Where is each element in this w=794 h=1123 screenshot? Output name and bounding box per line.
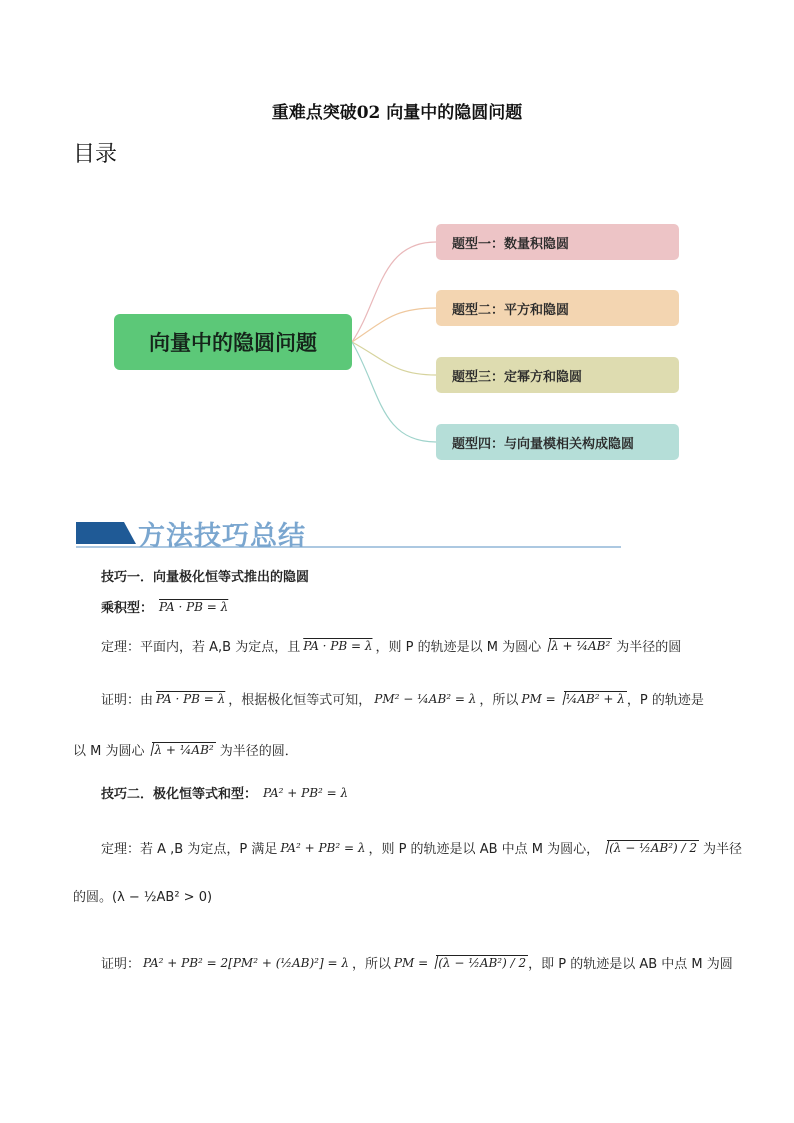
tip1-proof-line1 xyxy=(101,689,704,708)
tip1-proof-text-d: ，P 的轨迹是 xyxy=(626,693,704,708)
tip2-title: 技巧二．极化恒等式和型： xyxy=(101,787,258,802)
mindmap-branch-3: 题型三：定幂方和隐圆 xyxy=(436,357,679,393)
tip1-theorem-text-a: 定理：平面内，若 A,B 为定点，且 xyxy=(101,640,301,655)
tip2-proof xyxy=(101,953,733,972)
mindmap-branch-1: 题型一：数量积隐圆 xyxy=(436,224,679,260)
tip1-proof-text-a: 证明：由 xyxy=(101,693,154,708)
tip1-proof-text-b: ，根据极化恒等式可知， xyxy=(228,693,372,708)
tip1-proof-formula-1: PA · PB = λ xyxy=(156,691,226,706)
tip2-theorem-radius: (λ − ½AB²) / 2 xyxy=(609,841,698,855)
tip2-theorem xyxy=(101,838,742,857)
tip1-theorem-formula: PA · PB = λ xyxy=(303,638,373,653)
tip1-type xyxy=(101,597,228,616)
tip1-proof-text-e: 以 M 为圆心 xyxy=(73,744,145,759)
tip1-proof-radius: ¼AB² + λ xyxy=(565,692,625,706)
tip2-proof-formula-1: PA² + PB² = 2[PM² + (½AB)²] = λ xyxy=(143,955,349,970)
tip1-theorem-radius: λ + ¼AB² xyxy=(551,639,611,653)
mindmap-branch-4: 题型四：与向量模相关构成隐圆 xyxy=(436,424,679,460)
mindmap-branch-2: 题型二：平方和隐圆 xyxy=(436,290,679,326)
tip1-proof-formula-2: PM² − ¼AB² = λ xyxy=(374,691,477,706)
document-title: 重难点突破02 向量中的隐圆问题 xyxy=(271,103,523,123)
tip1-theorem xyxy=(101,636,681,655)
tip1-theorem-text-b: ，则 P 的轨迹是以 M 为圆心 xyxy=(375,640,542,655)
tip2-proof-text-b: ，所以 xyxy=(351,957,391,972)
tip2-proof-text-a: 证明： xyxy=(101,957,141,972)
tip1-proof-formula-3: PM = xyxy=(521,691,556,706)
tip1-proof-radius-2: λ + ¼AB² xyxy=(154,743,214,757)
tip2-title-line xyxy=(101,783,348,802)
tip2-theorem-text-b: ，则 P 的轨迹是以 AB 中点 M 为圆心， xyxy=(368,842,600,857)
tip2-theorem-text-c: 为半径 xyxy=(703,842,743,857)
tip1-proof-line2 xyxy=(73,740,298,759)
tip2-proof-text-c: ，即 P 的轨迹是以 AB 中点 M 为圆 xyxy=(528,957,733,972)
tip2-theorem-formula: PA² + PB² = λ xyxy=(280,840,366,855)
section-title: 方法技巧总结 xyxy=(138,521,306,552)
tip2-proof-formula-2: PM = xyxy=(393,955,429,970)
tip2-title-formula: PA² + PB² = λ xyxy=(263,785,349,800)
tip2-theorem-text-a: 定理：若 A ,B 为定点，P 满足 xyxy=(101,842,278,857)
tip1-type-label: 乘积型： xyxy=(101,601,154,616)
tip1-theorem-text-c: 为半径的圆 xyxy=(616,640,682,655)
tip1-proof-text-g: 为半径的圆． xyxy=(219,744,298,759)
tip2-proof-radius: (λ − ½AB²) / 2 xyxy=(438,956,527,970)
mindmap-center-node: 向量中的隐圆问题 xyxy=(114,314,352,370)
tip1-proof-text-c: ，所以 xyxy=(479,693,519,708)
tip1-type-formula: PA · PB = λ xyxy=(159,599,229,614)
tip1-title: 技巧一．向量极化恒等式推出的隐圆 xyxy=(101,570,310,585)
toc-heading: 目录 xyxy=(73,142,118,167)
tip2-theorem-line2: 的圆。(λ − ½AB² > 0) xyxy=(73,890,213,905)
